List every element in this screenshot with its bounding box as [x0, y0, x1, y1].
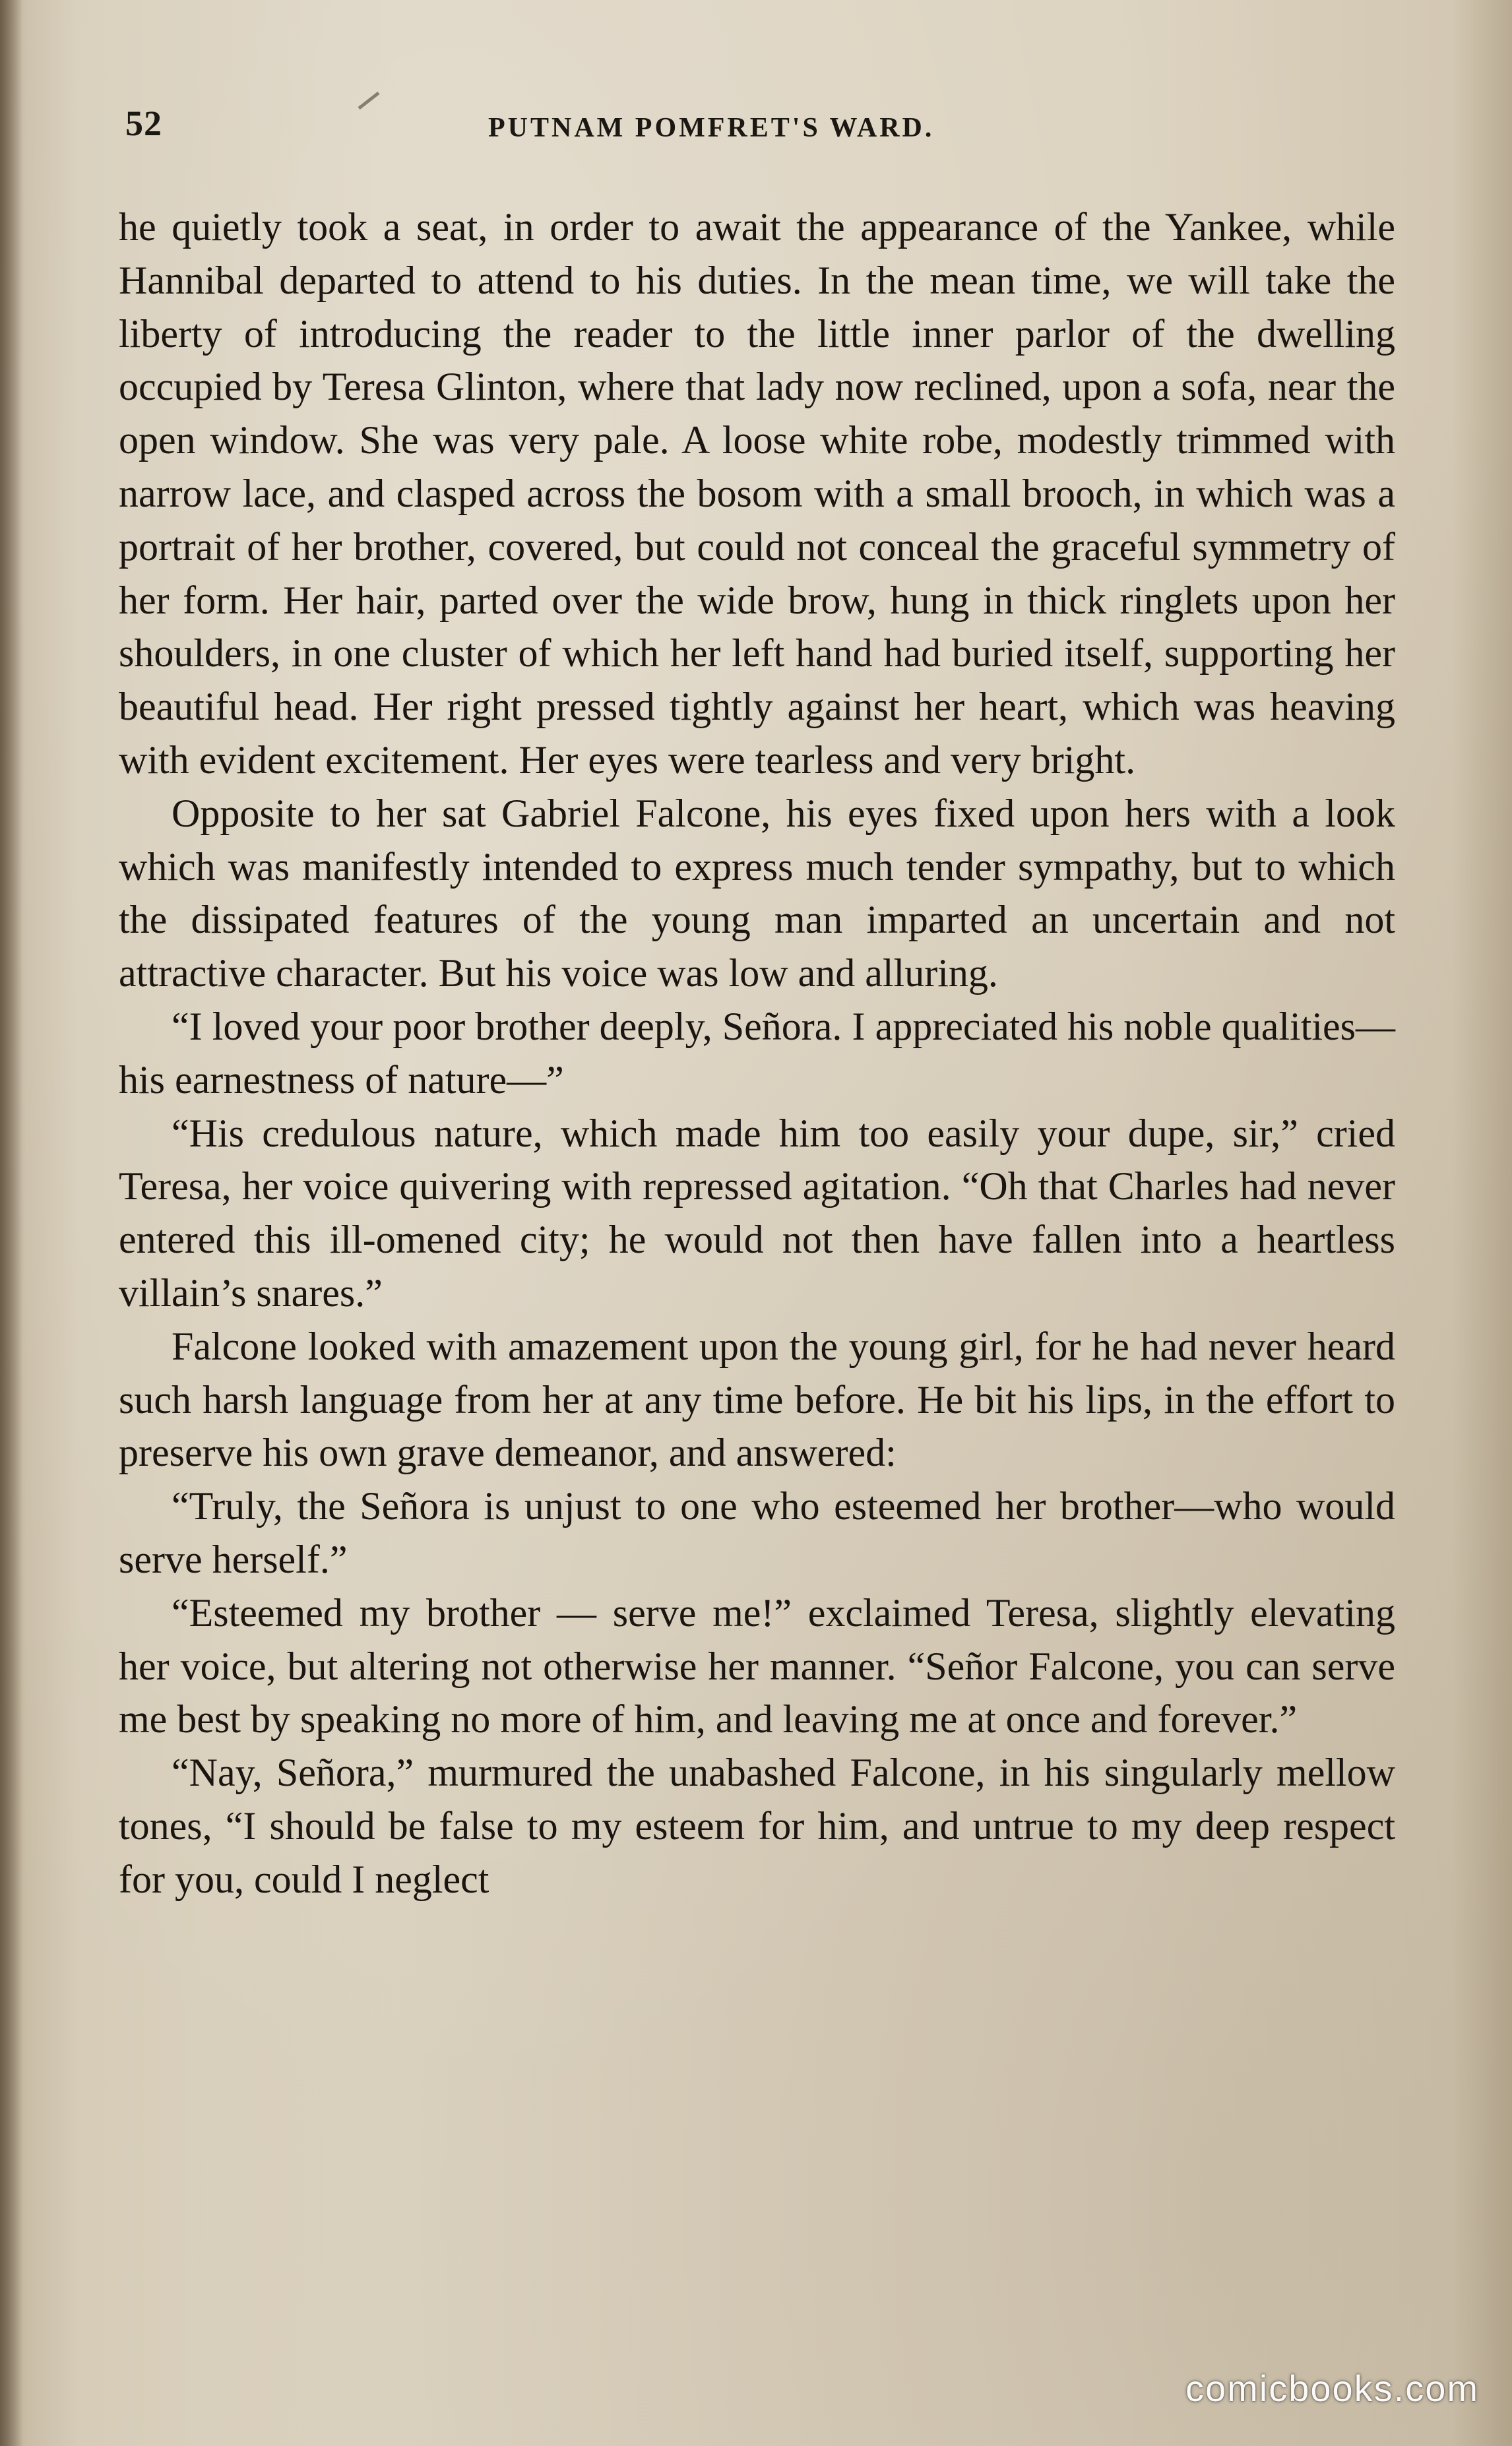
- page-number: 52: [125, 104, 162, 143]
- paragraph: “Esteemed my brother — serve me!” exclaimed Teresa, slightly elevating her voice, but altering not otherwise her manner. “Señor Falcone, you can serve me best by speaking no more of him, and leaving me at once and forever.”: [119, 1590, 1395, 1741]
- paragraph: Falcone looked with amazement upon the young girl, for he had never heard such harsh language from her at any time before. He bit his lips, in the effort to preserve his own grave demeanor, and answered:: [119, 1324, 1395, 1475]
- paragraph: “His credulous nature, which made him too easily your dupe, sir,” cried Teresa, her voice quivering with repressed agitation. “Oh that Charles had never entered this ill-omened city; he would not then have fallen into a heartless villain’s snares.”: [119, 1111, 1395, 1315]
- watermark: comicbooks.com: [1185, 2368, 1479, 2409]
- spine-shadow: [0, 0, 22, 2446]
- body-text: [119, 201, 1395, 1906]
- paragraph: “I loved your poor brother deeply, Señora. I appreciated his noble qualities—his earnestness of nature—”: [119, 1004, 1395, 1102]
- running-title: PUTNAM POMFRET'S WARD.: [488, 113, 935, 143]
- paragraph: “Nay, Señora,” murmured the unabashed Falcone, in his singularly mellow tones, “I should be false to my esteem for him, and untrue to my deep respect for you, could I neglect: [119, 1751, 1395, 1901]
- running-head: [125, 99, 1399, 158]
- paragraph: he quietly took a seat, in order to await the appearance of the Yankee, while Hannibal departed to attend to his duties. In the mean time, we will take the liberty of introducing the reader to the little inner parlor of the dwelling occupied by Teresa Glinton, where that lady now reclined, upon a sofa, near the open window. She was very pale. A loose white robe, modestly trimmed with narrow lace, and clasped across the bosom with a small brooch, in which was a portrait of her brother, covered, but could not conceal the graceful symmetry of her form. Her hair, parted over the wide brow, hung in thick ringlets upon her shoulders, in one cluster of which her left hand had buried itself, supporting her beautiful head. Her right pressed tightly against her heart, which was heaving with evident excitement. Her eyes were tearless and very bright.: [119, 205, 1395, 782]
- paragraph: Opposite to her sat Gabriel Falcone, his eyes fixed upon hers with a look which was manifestly intended to express much tender sympathy, but to which the dissipated features of the young man imparted an uncertain and not attractive character. But his voice was low and alluring.: [119, 791, 1395, 995]
- paragraph: “Truly, the Señora is unjust to one who esteemed her brother—who would serve herself.”: [119, 1484, 1395, 1581]
